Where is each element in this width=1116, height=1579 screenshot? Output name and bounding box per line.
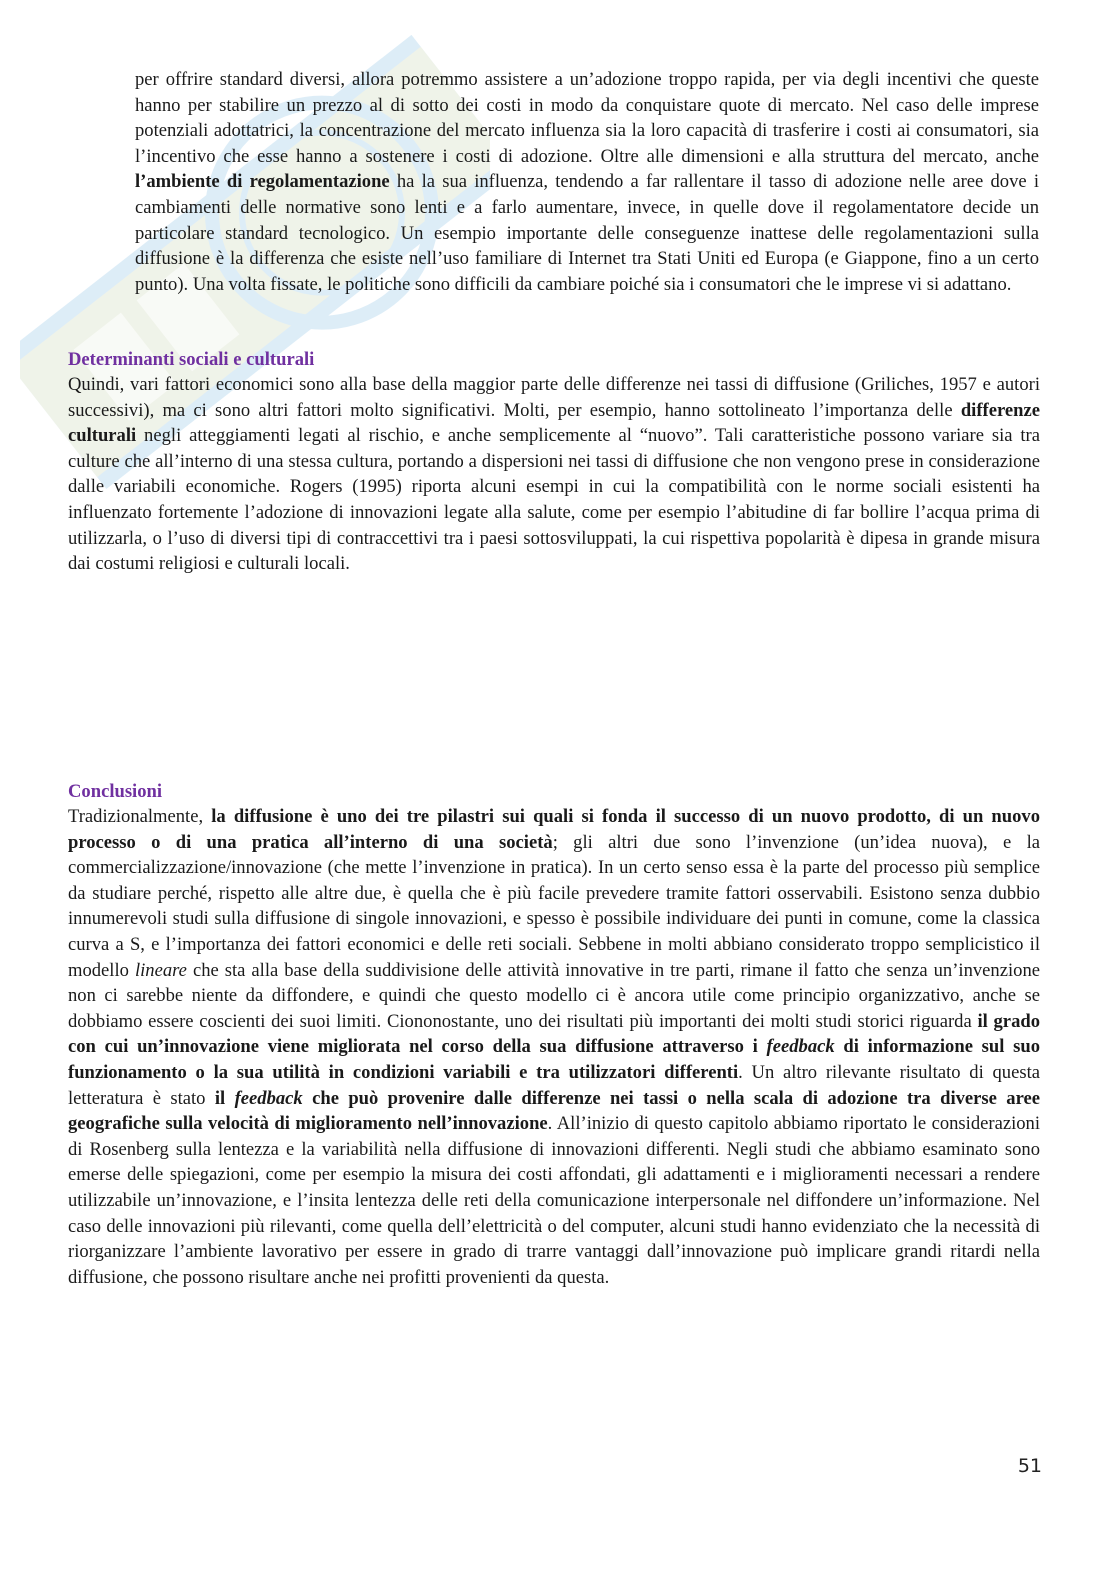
text-run: . All’inizio di questo capitolo abbiamo riportato le considerazioni di Rosenberg sulla lentezza e la variabilità nella diffusione di innovazioni differenti. Negli studi che abbiamo esaminato sono emerse delle spiegazioni, come per esempio la misura dei costi affondati, gli adattamenti e i miglioramenti necessari a rendere utilizzabile un’innovazione, e l’insita lentezza delle reti della comunicazione interpersonale nel diffondere un’informazione. Nel caso delle innovazioni più rilevanti, come quella dell’elettricità o del computer, alcuni studi hanno evidenziato che la necessità di riorganizzare l’ambiente lavorativo per essere in grado di trarre vantaggi dall’innovazione può implicare grandi ritardi nella diffusione, che possono risultare anche nei profitti provenienti da questa. xyxy=(68,1113,1041,1288)
text-run: negli atteggiamenti legati al rischio, e anche semplicemente al “nuovo”. Tali caratteristiche possono variare sia tra culture che all’interno di una stessa cultura, portando a dispersioni nei tassi di diffusione che non vengono prese in considerazione dalle variabili economiche. Rogers (1995) riporta alcuni esempi in cui la compatibilità con le norme sociali esistenti ha influenzato fortemente l’adozione di innovazioni legate alla salute, come per esempio l’abitudine di far bollire l’acqua prima di utilizzarla, o l’uso di diversi tipi di contraccettivi tra i paesi sottosviluppati, la cui rispettiva popolarità è dipesa in grande misura dai costumi religiosi e culturali locali. xyxy=(68,425,1040,575)
bold-run xyxy=(767,1036,835,1057)
text-run: ; gli altri due sono l’invenzione (un’idea nuova), e la commercializzazione/innovazione (che mette l’invenzione in pratica). In un certo senso essa è la parte del processo più semplice da studiare perché, rispetto alle altre due, è quella che è più facile prevedere tramite fattori osservabili. Esistono senza dubbio innumerevoli studi sulla diffusione di singole innovazioni, e spesso è possibile individuare dei punti in comune, come la classica curva a S, e l’importanza dei fattori economici e delle reti sociali. Sebbene in molti abbiano considerato troppo semplicistico il modello xyxy=(68,831,1040,981)
section-heading-conclusions: Conclusioni xyxy=(68,781,163,802)
bold-run: il xyxy=(214,1087,235,1109)
text-run: Tradizionalmente, xyxy=(68,806,212,827)
paragraph-social-cultural xyxy=(68,372,1040,577)
italic-run: lineare xyxy=(134,959,187,981)
text-run: per offrire standard diversi, allora potremmo assistere a un’adozione troppo rapida, per via degli incentivi che queste hanno per stabilire un prezzo al di sotto dei costi in modo da conquistare quote di mercato. Nel caso delle imprese potenziali adottatrici, la concentrazione del mercato influenza sia la loro capacità di trasferire i costi ai consumatori, sia l’incentivo che esse hanno a sostenere i costi di adozione. Oltre alle dimensioni e alla struttura del mercato, anche xyxy=(135,69,1039,167)
bold-run: che può provenire dalle differenze nei tassi o nella scala di adozione tra diverse aree geografiche sulla velocità di miglioramento nell’innovazione xyxy=(68,1087,1041,1135)
page-number: 51 xyxy=(1017,1455,1042,1477)
text-run: . Un altro rilevante risultato di questa letteratura è stato xyxy=(68,1061,1041,1109)
bold-run: la diffusione è uno dei tre pilastri sui quali si fonda il successo di un nuovo prodotto, di un nuovo processo o di una pratica all’interno di una società xyxy=(68,806,1040,853)
text-run: Quindi, vari fattori economici sono alla base della maggior parte delle differenze nei tassi di diffusione (Griliches, 1957 e autori successivi), ma ci sono altri fattori molto significativi. Molti, per esempio, hanno sottolineato l’importanza delle xyxy=(68,374,1040,421)
text-run: che sta alla base della suddivisione delle attività innovative in tre parti, rimane il fatto che senza un’invenzione non ci sarebbe niente da diffondere, e quindi che questo modello ci è ancora utile come principio organizzativo, anche se dobbiamo essere coscienti dei suoi limiti. Ciononostante, uno dei risultati più importanti dei molti studi storici riguarda xyxy=(68,959,1040,1032)
text-run: ha la sua influenza, tendendo a far rallentare il tasso di adozione nelle aree dove i cambiamenti delle normative sono lenti e a farlo aumentare, invece, in quelle dove il regolamentatore decide un particolare standard tecnologico. Un esempio importante delle conseguenze inattese delle regolamentazioni sulla diffusione è la differenza che esiste nell’uso familiare di Internet tra Stati Uniti ed Europa (e Giappone, fino a un certo punto). Una volta fissate, le politiche sono difficili da cambiare poiché sia i consumatori che le imprese vi si adattano. xyxy=(135,171,1039,295)
bold-run xyxy=(235,1088,303,1109)
bold-italic-run: feedback xyxy=(234,1087,303,1109)
paragraph-conclusions xyxy=(68,804,1040,1290)
section-heading-social-cultural: Determinanti sociali e culturali xyxy=(68,349,315,370)
bold-run: differenze culturali xyxy=(68,399,1040,447)
paragraph-regulation xyxy=(135,67,1039,297)
bold-run: l’ambiente di regolamentazione xyxy=(135,171,390,193)
bold-run: il grado con cui un’innovazione viene migliorata nel corso della sua diffusione attraverso i xyxy=(68,1010,1040,1058)
bold-italic-run: feedback xyxy=(766,1036,835,1058)
bold-run: di informazione sul suo funzionamento o la sua utilità in condizioni variabili e tra utilizzatori differenti xyxy=(68,1036,1040,1083)
